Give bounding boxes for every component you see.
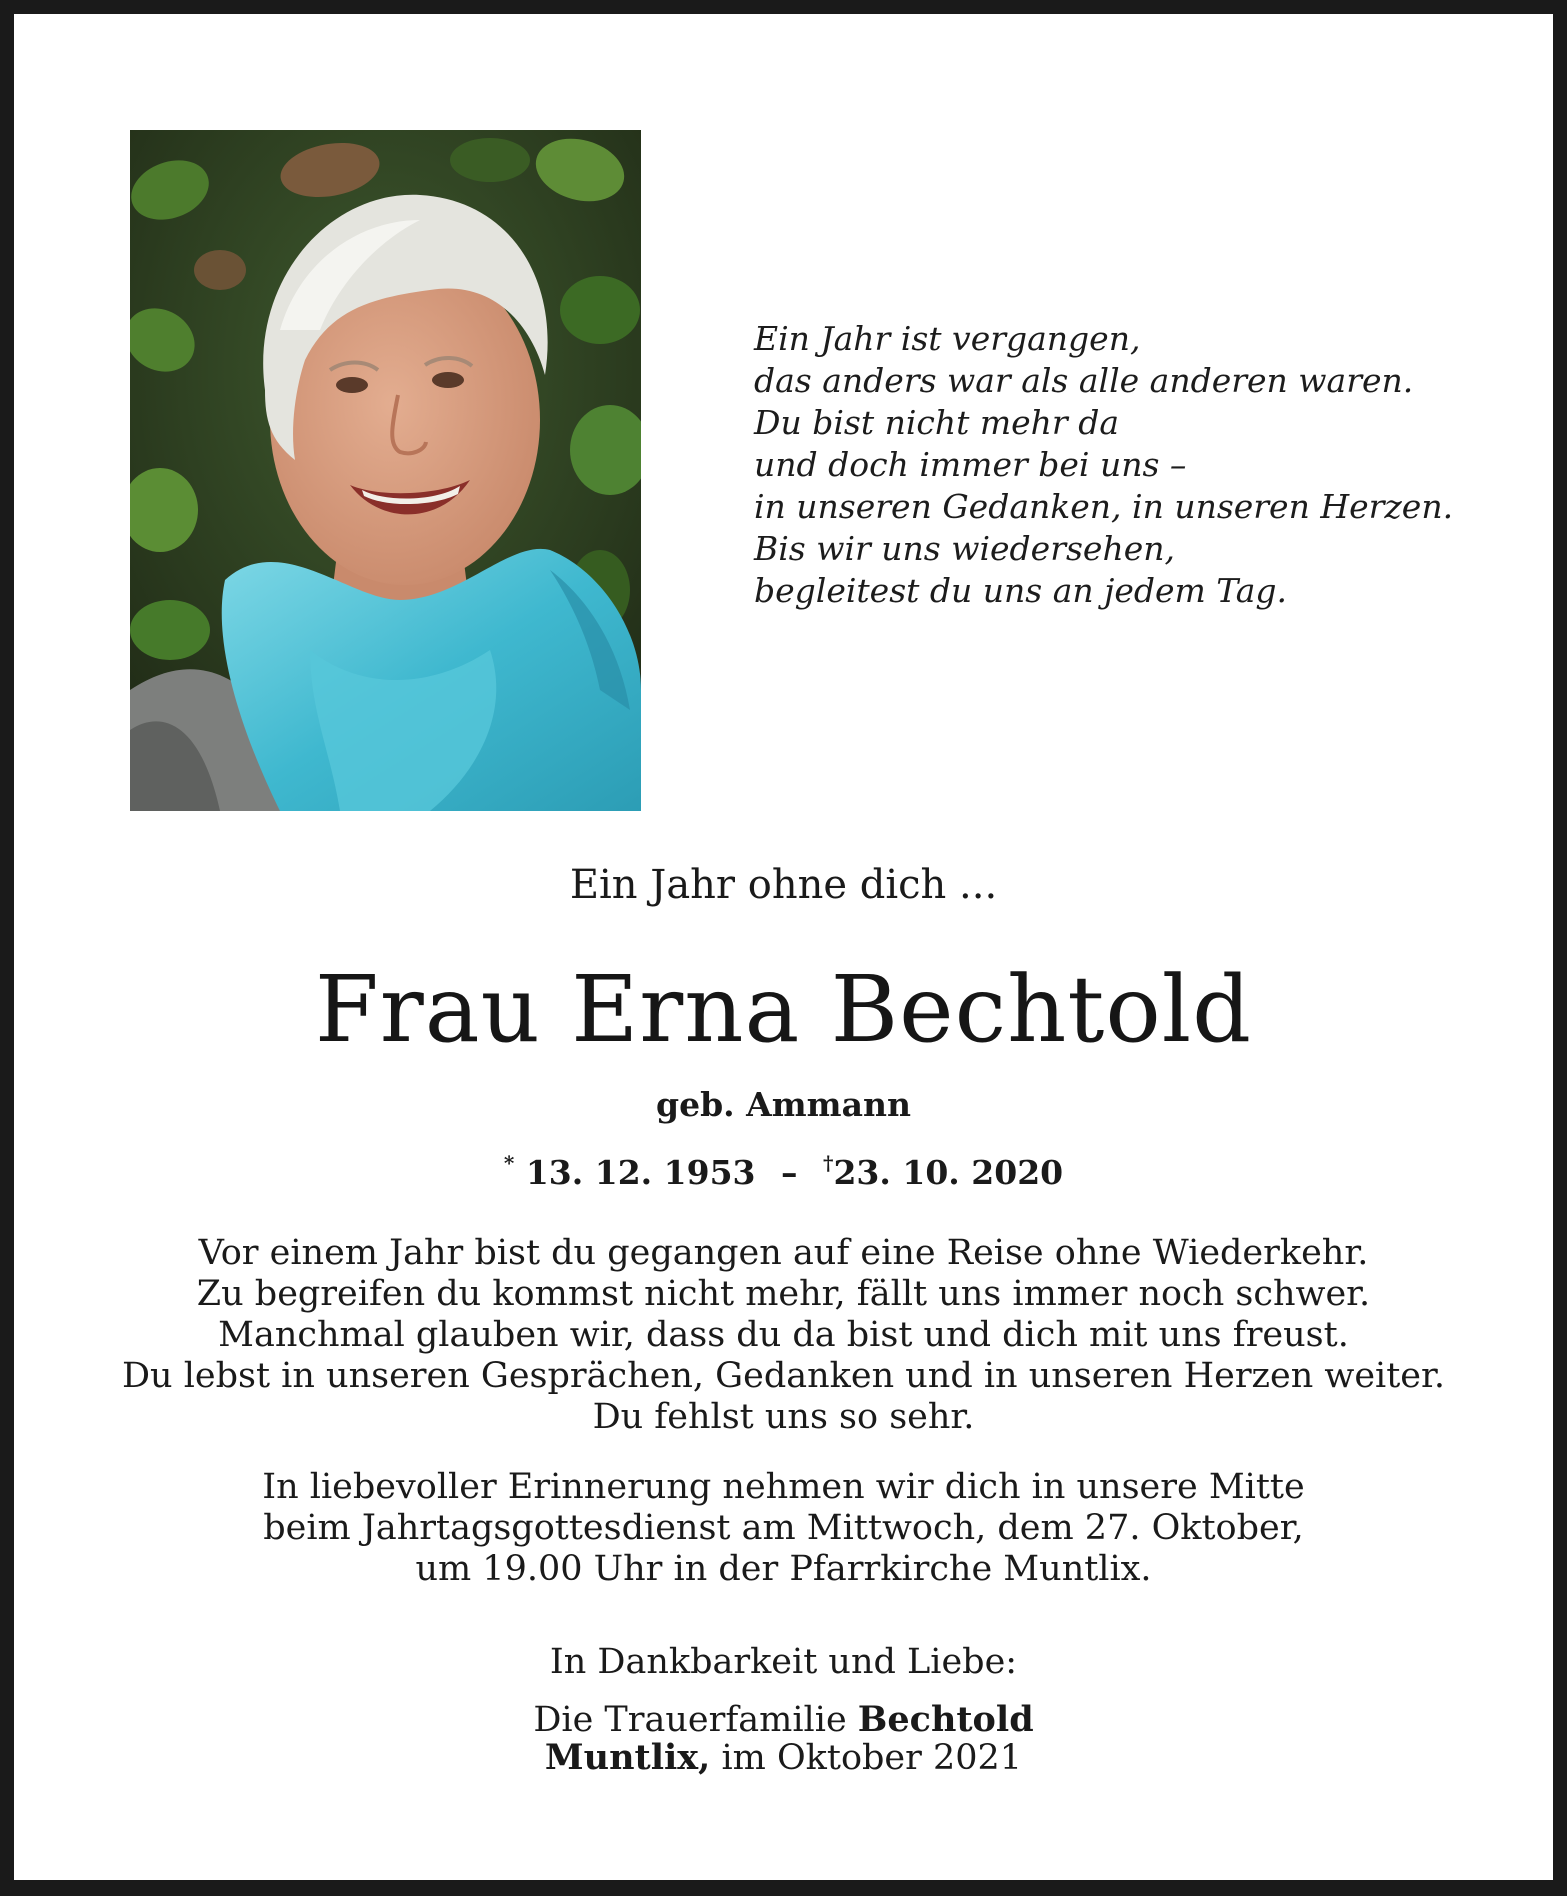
memorial-paragraph-1 [28,1233,1539,1438]
paragraph-line: In liebevoller Erinnerung nehmen wir dich in unsere Mitte [262,1467,1305,1507]
portrait-illustration [130,130,641,811]
poem-line: und doch immer bei uns – [754,445,1187,484]
publication-date: im Oktober 2021 [710,1738,1023,1778]
family-prefix: Die Trauerfamilie [533,1700,858,1740]
poem-line: Du bist nicht mehr da [754,403,1119,442]
memorial-poem [754,318,1474,612]
paragraph-line: Vor einem Jahr bist du gegangen auf eine Reise ohne Wiederkehr. [198,1233,1369,1273]
deceased-name: Frau Erna Bechtold [314,956,1253,1063]
paragraph-line: Du lebst in unseren Gesprächen, Gedanken und in unseren Herzen weiter. [121,1356,1446,1396]
paragraph-line: Zu begreifen du kommst nicht mehr, fällt uns immer noch schwer. [196,1274,1371,1314]
place-date-line [28,1736,1539,1780]
paragraph-line: beim Jahrtagsgottesdienst am Mittwoch, dem 27. Oktober, [263,1508,1304,1548]
memorial-paragraph-2 [28,1467,1539,1590]
death-date: 23. 10. 2020 [833,1153,1064,1192]
poem-line: Ein Jahr ist vergangen, [754,319,1141,358]
maiden-name: geb. Ammann [656,1085,911,1124]
family-name: Bechtold [857,1699,1034,1740]
place-name: Muntlix, [544,1737,711,1778]
birth-symbol: * [503,1151,515,1175]
paragraph-line: Manchmal glauben wir, dass du da bist und dich mit uns freust. [218,1315,1349,1355]
portrait-photo [130,130,641,811]
life-dates [28,1152,1539,1194]
paragraph-line: Du fehlst uns so sehr. [592,1397,975,1437]
poem-line: Bis wir uns wiedersehen, [754,529,1175,568]
birth-date: 13. 12. 1953 [525,1153,756,1192]
thanks-line: In Dankbarkeit und Liebe: [549,1642,1018,1682]
poem-line: das anders war als alle anderen waren. [754,361,1414,400]
poem-line: begleitest du uns an jedem Tag. [754,571,1288,610]
poem-line: in unseren Gedanken, in unseren Herzen. [754,487,1454,526]
intro-line: Ein Jahr ohne dich ... [569,862,998,908]
date-separator: – [781,1153,798,1192]
paragraph-line: um 19.00 Uhr in der Pfarrkirche Muntlix. [415,1549,1152,1589]
death-symbol: † [823,1151,834,1175]
thanks-block [28,1633,1539,1749]
